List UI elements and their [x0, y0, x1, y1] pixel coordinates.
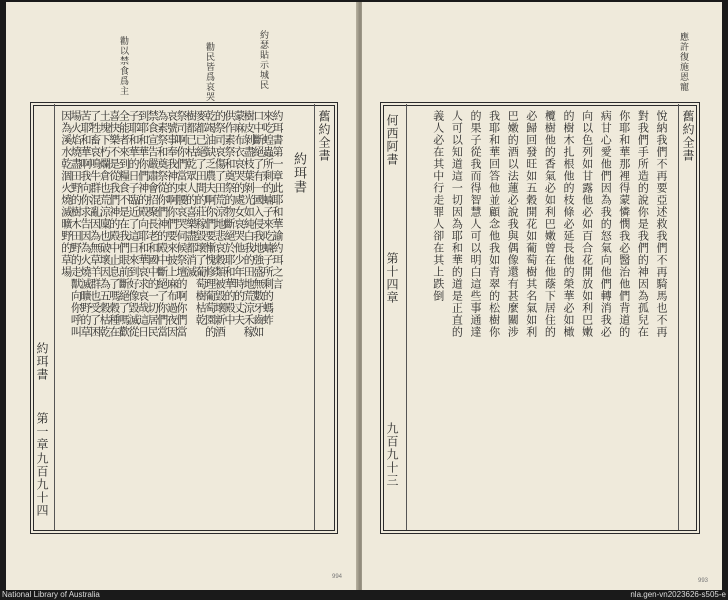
- left-text-column: 到耶和華你們神的殿向耶和華哀求哀哉這日: [136, 110, 150, 338]
- left-text-column: 為素祭和奠祭從你們神的殿中斷絕了你們當: [155, 110, 169, 338]
- left-text-column: 約珥書第一章此耶和華諭約珥之言: [271, 110, 284, 290]
- right-text-column: 的樹木扎根他的枝條必延長他的榮華必如橄: [562, 110, 575, 338]
- left-page-number: 九百九十四: [35, 452, 49, 517]
- left-note-3: 勸以禁食爲主: [118, 36, 128, 96]
- left-pencil-mark: 994: [332, 574, 343, 580]
- right-chapter-label: 第十四章: [385, 252, 399, 304]
- right-text-column: 人可以知道這一切因為耶和華的道是正直的: [450, 110, 464, 338]
- right-pencil-mark: 993: [698, 578, 709, 584]
- left-text-column: 來吃蝗蟲所剩的蝻子來吃蝻子所剩的螞蚱: [261, 110, 275, 326]
- left-chapter-heading: 約珥書: [291, 152, 306, 194]
- left-text-column: 全能者來到糧食不是在我們眼前斷絕了嗎歡: [117, 110, 131, 338]
- left-chapter-label: 第一章: [35, 412, 49, 451]
- left-text-column: 口中斷絕了有一國入侵我地強盛無數牙齒如: [251, 110, 265, 338]
- left-note-2: 勸民皆爲哀哭: [204, 42, 214, 102]
- left-text-column: 場火焰燒盡田野的樹木田野的走獸向你呼叫: [69, 110, 83, 338]
- right-text-column: 你耶和華那裡得蒙憐憫我必醫治他們背道的: [617, 110, 631, 338]
- left-text-column: 的祭司哀傷了田荒涼地悲哀穀類被毀壞新酒: [213, 110, 227, 338]
- right-text-column: 必歸回發旺如五穀開花如葡萄樹其名氣如利: [524, 110, 538, 338]
- left-text-column: 禁食宣告嚴肅會招聚長老和國中的一切居民: [146, 110, 160, 338]
- footer-left-text: National Library of Australia: [2, 590, 100, 599]
- right-text-column: 對我們手所造的說你是我們的神因為孤兒在: [636, 110, 650, 338]
- right-text-column: 病甘心愛他們因為我的怒氣向他們轉消我必: [599, 110, 613, 338]
- right-page: [362, 2, 722, 590]
- right-header-title: 舊約全書: [681, 110, 695, 162]
- left-text-column: 喜快樂不是從我們神的殿中止息了嗎穀種在: [107, 110, 121, 338]
- right-note-1: 應許復施恩寵: [678, 32, 688, 92]
- right-text-frame: [380, 102, 700, 534]
- left-text-column: 哀號事奉我神的啊你們要來披上麻布過夜因: [165, 110, 179, 338]
- right-text-column: 欖樹他的香氣必如利巴嫩曾在他蔭下居住的: [543, 110, 557, 338]
- left-text-column: 蒙麻布衣哀哭的處女哀哭他少年時的丈夫: [232, 110, 246, 326]
- right-text-column: 巴嫩的酒以法蓮必說我與偶像還有甚麼關涉: [506, 110, 520, 338]
- right-text-column: 悅納我們不再要亞述救我們不再騎馬也不再: [655, 110, 668, 338]
- footer-bar: [0, 589, 728, 600]
- left-text-column: 供作素祭和奠祭的物斷絕於耶和華的殿中: [223, 110, 236, 326]
- right-text-column: 向以色列如甘露他必如百合花開放如利巴嫩: [580, 110, 594, 338]
- right-text-column: 我耶和華回答他並顧念他我如青翠的松樹你: [487, 110, 501, 338]
- left-text-column: 了牲畜哀鳴牛群混亂因為無草羊群也受了困: [88, 110, 102, 338]
- left-text-column: 子耶和華的日子臨近了這日來到好像毀滅從: [127, 110, 140, 338]
- right-text-column: 義人必在其中行走罪人卻在其上跌倒: [431, 110, 445, 302]
- left-header-title: 舊約全書: [317, 110, 331, 162]
- left-text-column: 因為溪水乾涸火燒滅曠野的草場: [59, 110, 73, 278]
- left-text-column: 乾竭油缺乏農夫啊你們要慚愧修理葡萄園的: [203, 110, 217, 338]
- left-text-column: 苦耶和華啊我向你求告因為火燒滅曠野的草: [79, 110, 92, 338]
- left-text-column: 麥都已絕了田間的莊稼毀壞了葡萄樹枯乾: [194, 110, 208, 326]
- left-page: [6, 2, 358, 590]
- left-text-column: 樹皮剝盡枝葉剝光如純白我的田地荒涼禾稼: [242, 110, 256, 338]
- left-text-column: 祭司啊你們當束腰哀哭伺候祭壇的啊你們當: [175, 110, 188, 338]
- right-book-name: 何西阿書: [385, 114, 399, 166]
- left-note-1: 約瑟貼示城民: [258, 30, 268, 90]
- footer-right-text: nla.gen-vn2023626-s505-e: [630, 590, 726, 599]
- right-page-number: 九百九十三: [385, 422, 399, 487]
- left-text-column: 樹都已枯乾眾人的喜樂盡都消滅: [184, 110, 198, 278]
- right-text-column: 的果子從我而得智慧人可以明白這些事通達: [469, 110, 482, 338]
- left-book-name: 約珥書: [35, 342, 49, 381]
- left-text-column: 土塊下朽爛倉也荒涼廩也破壞因為五穀枯乾: [98, 110, 112, 338]
